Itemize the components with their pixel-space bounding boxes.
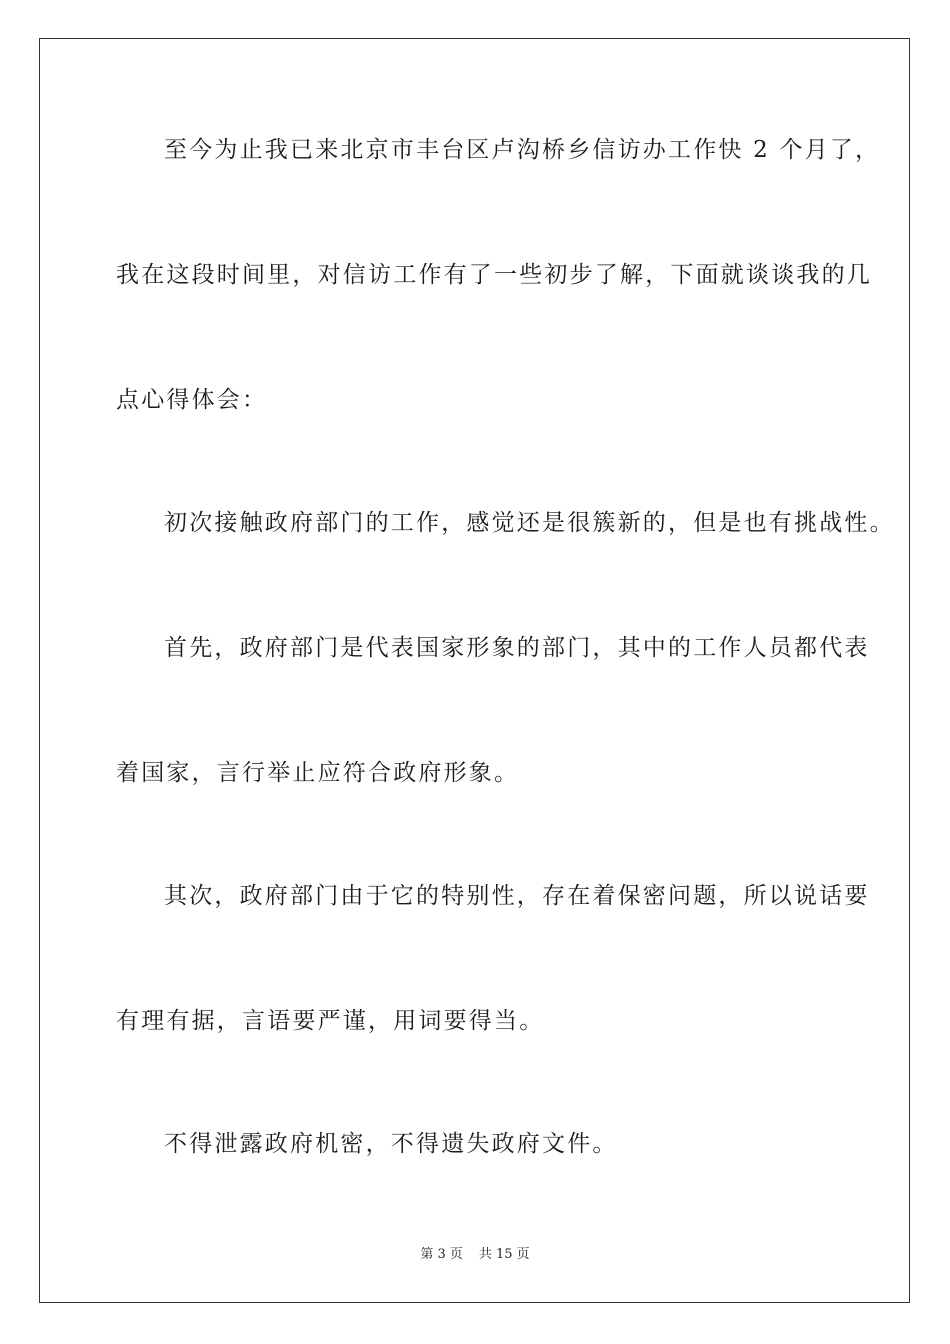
page-border — [39, 38, 910, 1303]
paragraph-line: 初次接触政府部门的工作，感觉还是很簇新的，但是也有挑战性。 — [164, 510, 895, 536]
page-footer — [0, 1246, 950, 1264]
paragraph-line: 不得泄露政府机密，不得遗失政府文件。 — [164, 1131, 618, 1157]
paragraph-line: 着国家，言行举止应符合政府形象。 — [116, 760, 520, 786]
paragraph-line: 首先，政府部门是代表国家形象的部门，其中的工作人员都代表 — [164, 635, 870, 661]
paragraph-line: 其次，政府部门由于它的特别性，存在着保密问题，所以说话要 — [164, 883, 870, 909]
paragraph-line: 有理有据，言语要严谨，用词要得当。 — [116, 1008, 545, 1034]
paragraph-line: 至今为止我已来北京市丰台区卢沟桥乡信访办工作快 2 个月了， — [164, 137, 881, 163]
paragraph-line: 点心得体会： — [116, 387, 268, 413]
page-number: 第 3 页 — [420, 1247, 463, 1262]
paragraph-line: 我在这段时间里，对信访工作有了一些初步了解，下面就谈谈我的几 — [116, 262, 872, 288]
page-total: 共 15 页 — [478, 1247, 530, 1262]
